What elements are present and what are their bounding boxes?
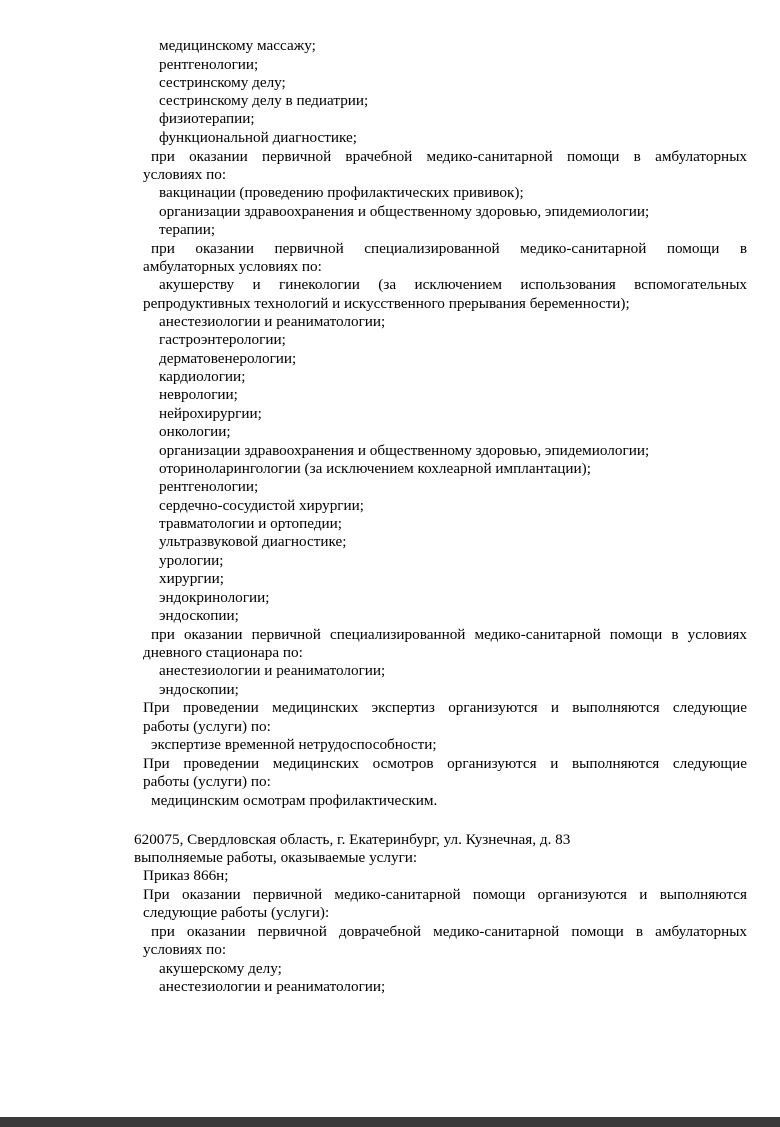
doc-line: физиотерапии; [159, 110, 255, 127]
doc-line: выполняемые работы, оказываемые услуги: [134, 849, 418, 866]
doc-line: при оказании первичной специализированной медико-санитарной помощи в условиях [151, 626, 747, 643]
doc-line: гастроэнтерологии; [159, 331, 286, 348]
doc-line: кардиологии; [159, 368, 246, 385]
doc-line: сердечно-сосудистой хирургии; [159, 497, 365, 514]
doc-line: эндоскопии; [159, 681, 239, 698]
doc-line: Приказ 866н; [143, 867, 229, 884]
doc-line: анестезиологии и реаниматологии; [159, 978, 386, 995]
doc-line: При проведении медицинских осмотров организуются и выполняются следующие [143, 755, 747, 772]
doc-line: неврологии; [159, 386, 238, 403]
doc-line: работы (услуги) по: [143, 773, 271, 790]
doc-line: хирургии; [159, 570, 225, 587]
doc-line: акушерскому делу; [159, 960, 282, 977]
doc-line: анестезиологии и реаниматологии; [159, 313, 386, 330]
doc-line: при оказании первичной специализированной медико-санитарной помощи в [151, 240, 747, 257]
doc-line: амбулаторных условиях по: [143, 258, 322, 275]
doc-line: вакцинации (проведению профилактических прививок); [159, 184, 524, 201]
doc-line: При оказании первичной медико-санитарной помощи организуются и выполняются [143, 886, 747, 903]
doc-line: эндоскопии; [159, 607, 239, 624]
doc-line: дневного стационара по: [143, 644, 303, 661]
doc-line: нейрохирургии; [159, 405, 262, 422]
viewer-bottom-bar [0, 1117, 780, 1127]
doc-line: При проведении медицинских экспертиз организуются и выполняются следующие [143, 699, 747, 716]
doc-line: акушерству и гинекологии (за исключением использования вспомогательных [159, 276, 747, 293]
doc-line: сестринскому делу в педиатрии; [159, 92, 369, 109]
doc-line: функциональной диагностике; [159, 129, 357, 146]
doc-line: сестринскому делу; [159, 74, 286, 91]
doc-line: организации здравоохранения и общественному здоровью, эпидемиологии; [159, 203, 650, 220]
doc-line: урологии; [159, 552, 224, 569]
doc-line: дерматовенерологии; [159, 350, 297, 367]
doc-line: медицинскому массажу; [159, 37, 316, 54]
doc-line: медицинским осмотрам профилактическим. [151, 792, 438, 809]
doc-line: условиях по: [143, 941, 227, 958]
doc-line: при оказании первичной доврачебной медико-санитарной помощи в амбулаторных [151, 923, 747, 940]
doc-line: анестезиологии и реаниматологии; [159, 662, 386, 679]
doc-line: репродуктивных технологий и искусственного прерывания беременности); [143, 295, 630, 312]
doc-line: организации здравоохранения и общественному здоровью, эпидемиологии; [159, 442, 650, 459]
doc-line: следующие работы (услуги): [143, 904, 330, 921]
doc-line: условиях по: [143, 166, 227, 183]
doc-line: работы (услуги) по: [143, 718, 271, 735]
doc-line: терапии; [159, 221, 216, 238]
doc-line: при оказании первичной врачебной медико-санитарной помощи в амбулаторных [151, 148, 747, 165]
doc-line: экспертизе временной нетрудоспособности; [151, 736, 437, 753]
doc-line: ультразвуковой диагностике; [159, 533, 347, 550]
doc-line: онкологии; [159, 423, 231, 440]
doc-line: оториноларингологии (за исключением кохлеарной имплантации); [159, 460, 591, 477]
doc-line: травматологии и ортопедии; [159, 515, 343, 532]
doc-line: рентгенологии; [159, 478, 259, 495]
doc-line: рентгенологии; [159, 56, 259, 73]
address-line: 620075, Свердловская область, г. Екатеринбург, ул. Кузнечная, д. 83 [134, 831, 571, 848]
doc-line: эндокринологии; [159, 589, 270, 606]
